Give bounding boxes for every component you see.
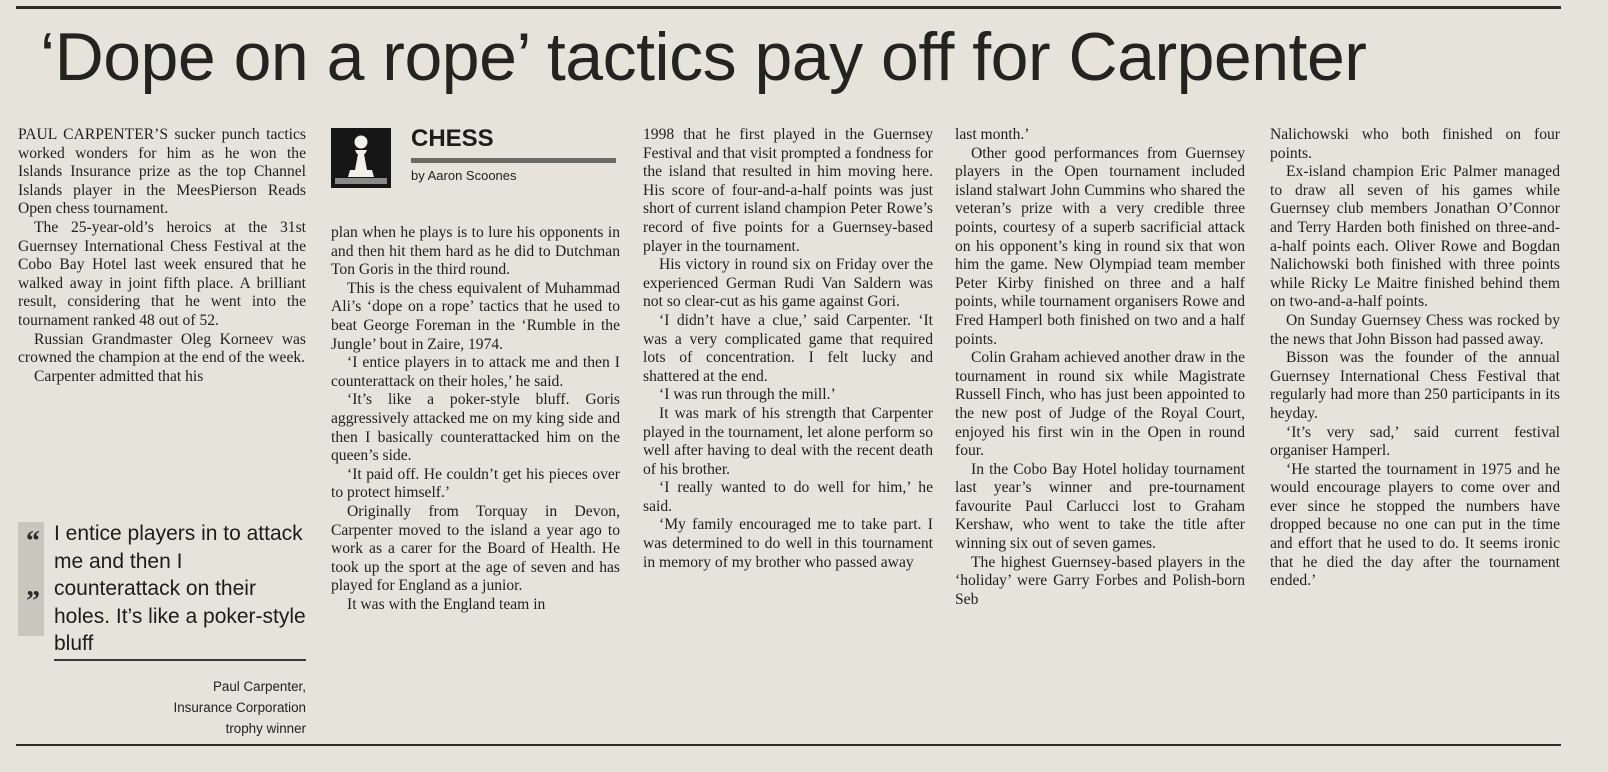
article-column-1 bbox=[18, 126, 306, 386]
paragraph: plan when he plays is to lure his opponents in and then hit them hard as he did to Dutchman Ton Goris in the third round. bbox=[331, 224, 620, 279]
paragraph: It was mark of his strength that Carpenter played in the tournament, let alone perform so well after having to deal with the recent death of his brother. bbox=[643, 404, 933, 478]
byline: by Aaron Scoones bbox=[411, 168, 517, 183]
headline: ‘Dope on a rope’ tactics pay off for Carpenter bbox=[40, 19, 1367, 95]
top-rule bbox=[16, 6, 1561, 9]
pull-quote-rule bbox=[54, 659, 306, 661]
attribution-line: Insurance Corporation bbox=[173, 700, 306, 715]
paragraph: ‘It’s very sad,’ said current festival organiser Hamperl. bbox=[1270, 423, 1560, 460]
paragraph: ‘I was run through the mill.’ bbox=[659, 386, 836, 404]
paragraph: Originally from Torquay in Devon, Carpenter moved to the island a year ago to work as a carer for the Board of Health. He took up the sport at the age of seven and has played for England as a junior. bbox=[331, 502, 620, 595]
paragraph: In the Cobo Bay Hotel holiday tournament last year’s winner and pre-tournament favourite Paul Carlucci lost to Graham Kershaw, who went to take the title after winning six out of seven games. bbox=[955, 460, 1245, 553]
paragraph: Ex-island champion Eric Palmer managed to draw all seven of his games while Guernsey club members Jonathan O’Connor and Terry Harden both finished on three-and-a-half points each. Oliver Rowe and Bogdan Nalichowski both finished with three points while Ricky Le Maitre finished behind them on two-and-a-half points. bbox=[1270, 163, 1560, 311]
attribution-line: Paul Carpenter, bbox=[212, 679, 306, 694]
paragraph: ‘It paid off. He couldn’t get his pieces over to protect himself.’ bbox=[331, 465, 620, 502]
paragraph: Colin Graham achieved another draw in the tournament in round six while Magistrate Russell Finch, who has just been appointed to the new post of Judge of the Royal Court, enjoyed his first win in the Open in round four. bbox=[955, 349, 1245, 460]
paragraph: Russian Grandmaster Oleg Korneev was crowned the champion at the end of the week. bbox=[18, 330, 306, 367]
bottom-rule bbox=[16, 744, 1561, 746]
paragraph: last month.’ bbox=[955, 126, 1030, 143]
paragraph: Nalichowski who both finished on four points. bbox=[1270, 126, 1560, 162]
paragraph: Bisson was the founder of the annual Guernsey International Chess Festival that regularly had more than 250 participants in its heyday. bbox=[1270, 349, 1560, 422]
paragraph: ‘It’s like a poker-style bluff. Goris aggressively attacked me on my king side and then I basically counterattacked him on the queen’s side. bbox=[331, 391, 620, 465]
chess-pawn-icon bbox=[331, 128, 391, 188]
paragraph: His victory in round six on Friday over the experienced German Rudi Van Saldern was not so clear-cut as his game against Gori. bbox=[643, 256, 933, 311]
paragraph: 1998 that he first played in the Guernsey Festival and that visit prompted a fondness for the island that resulted in him moving here. His score of four-and-a-half points was just short of current island champion Peter Rowe’s record of five points for a Guernsey-based player in the tournament. bbox=[643, 126, 933, 255]
pull-quote-attribution bbox=[110, 676, 306, 739]
paragraph: This is the chess equivalent of Muhammad Ali’s ‘dope on a rope’ tactics that he used to beat George Foreman in the ‘Rumble in the Jungle’ bout in Zaire, 1974. bbox=[331, 279, 620, 353]
section-title: CHESS bbox=[411, 125, 494, 152]
close-quote-icon: ” bbox=[26, 586, 40, 617]
pull-quote: I entice players in to attack me and then I counterattack on their holes. It’s like a poker-style bluff bbox=[54, 522, 306, 656]
article-column-3 bbox=[643, 126, 933, 572]
article-column-4 bbox=[955, 126, 1245, 609]
attribution-line: trophy winner bbox=[225, 721, 306, 736]
chess-logo bbox=[331, 128, 391, 188]
section-rule bbox=[411, 158, 616, 163]
paragraph: Other good performances from Guernsey players in the Open tournament included island stalwart John Cummins who shared the veteran’s prize with a very credible three points, courtesy of a superb sacrificial attack on his opponent’s king in round six that won him the game. New Olympiad team member Peter Kirby finished on three and a half points, while tournament organisers Rowe and Fred Hamperl both finished on two and a half points. bbox=[955, 144, 1245, 348]
paragraph: ‘He started the tournament in 1975 and he would encourage players to come over and ever since he stopped the numbers have dropped because no one can put in the time and effort that he used to do. It seems ironic that he died the day after the tournament ended.’ bbox=[1270, 460, 1560, 590]
article-column-2 bbox=[331, 224, 620, 614]
article-column-5 bbox=[1270, 126, 1560, 591]
paragraph: On Sunday Guernsey Chess was rocked by the news that John Bisson had passed away. bbox=[1270, 311, 1560, 348]
paragraph: It was with the England team in bbox=[347, 595, 546, 613]
paragraph: Carpenter admitted that his bbox=[34, 367, 204, 385]
paragraph: ‘I didn’t have a clue,’ said Carpenter. ‘It was a very complicated game that required lots of concentration. I felt lucky and shattered at the end. bbox=[643, 311, 933, 385]
paragraph: ‘I really wanted to do well for him,’ he said. bbox=[643, 479, 933, 515]
paragraph: ‘My family encouraged me to take part. I was determined to do well in this tournament in memory of my brother who passed away bbox=[643, 516, 933, 571]
paragraph: ‘I entice players in to attack me and then I counterattack on their holes,’ he said. bbox=[331, 354, 620, 390]
paragraph: The highest Guernsey-based players in the ‘holiday’ were Garry Forbes and Polish-born Seb bbox=[955, 553, 1245, 608]
paragraph: The 25-year-old’s heroics at the 31st Guernsey International Chess Festival at the Cobo Bay Hotel last week ensured that he walked away in joint fifth place. A brilliant result, considering that he went into the tournament ranked 48 out of 52. bbox=[18, 218, 306, 329]
paragraph: PAUL CARPENTER’S sucker punch tactics worked wonders for him as he won the Islands Insurance prize as the top Channel Islands player in the MeesPierson Reads Open chess tournament. bbox=[18, 126, 306, 218]
open-quote-icon: “ bbox=[26, 526, 40, 557]
